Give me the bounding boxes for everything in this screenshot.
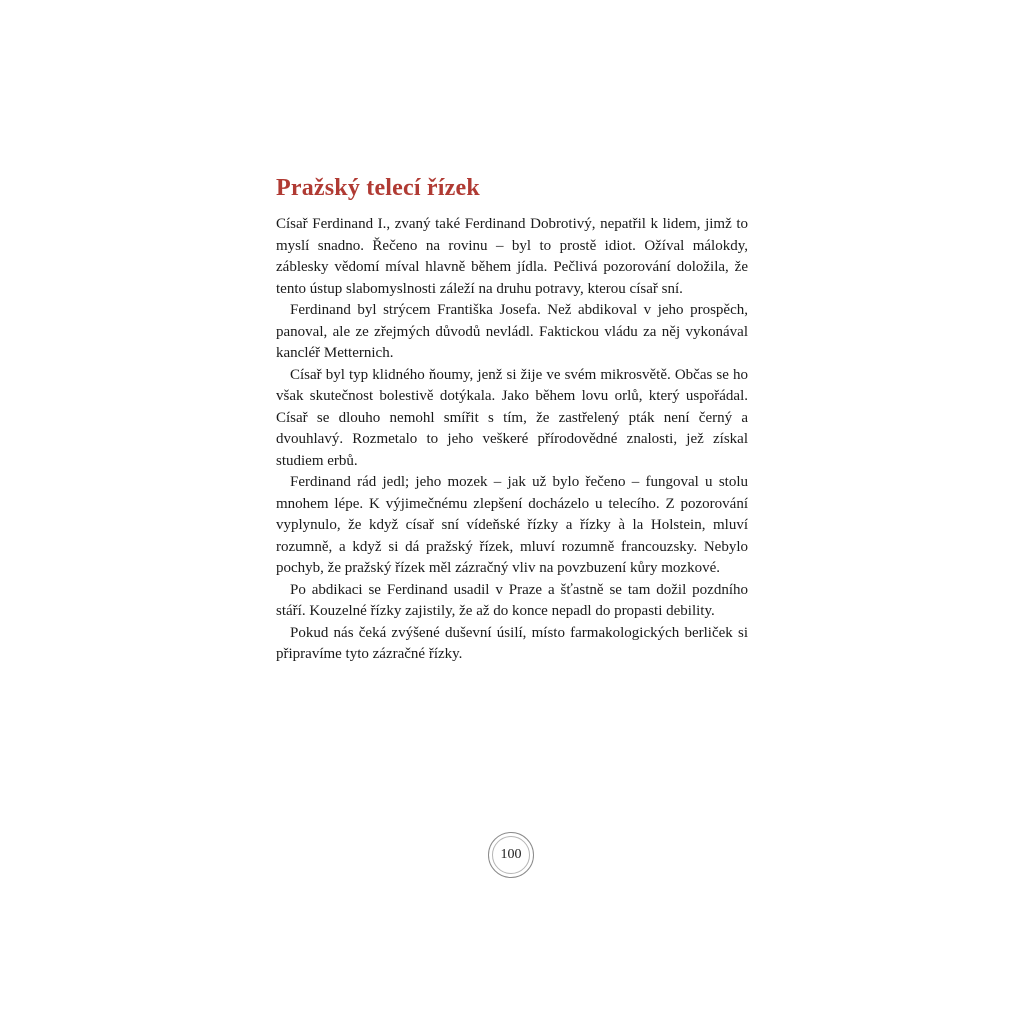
paragraph-1: Císař Ferdinand I., zvaný také Ferdinand Dobrotivý, nepatřil k lidem, jimž to myslí snadno. Řečeno na rovinu – byl to prostě idiot. Ožíval málokdy, záblesky vědomí míval hlavně během jídla. Pečlivá pozorování doložila, že tento ústup slabomyslnosti záleží na druhu potravy, kterou císař sní.: [276, 216, 748, 297]
page-number: 100: [500, 847, 522, 862]
paragraph-3: Císař byl typ klidného ňoumy, jenž si žije ve svém mikrosvětě. Občas se ho však skutečnost bolestivě dotýkala. Jako během lovu orlů, který uspořádal. Císař se dlouho nemohl smířit s tím, že zastřelený pták není černý a dvouhlavý. Rozmetalo to jeho veškeré přírodovědné znalosti, jež získal studiem erbů.: [276, 366, 748, 469]
chapter-title: Pražský telecí řízek: [276, 175, 480, 201]
paragraph-2: Ferdinand byl strýcem Františka Josefa. Než abdikoval v jeho prospěch, panoval, ale ze zřejmých důvodů nevládl. Faktickou vládu za něj vykonával kancléř Metternich.: [276, 302, 748, 361]
page-number-badge: [488, 832, 534, 878]
text-column: [276, 172, 748, 666]
paragraph-4: Ferdinand rád jedl; jeho mozek – jak už bylo řečeno – fungoval u stolu mnohem lépe. K výjimečnému zlepšení docházelo u telecího. Z pozorování vyplynulo, že když císař sní vídeňské řízky a řízky à la Holstein, mluví rozumně, a když si dá pražský řízek, mluví rozumně francouzsky. Nebylo pochyb, že pražský řízek měl zázračný vliv na povzbuzení kůry mozkové.: [276, 474, 748, 576]
paragraph-6: Pokud nás čeká zvýšené duševní úsilí, místo farmakologických berliček si připravíme tyto zázračné řízky.: [276, 624, 748, 662]
paragraph-5: Po abdikaci se Ferdinand usadil v Praze a šťastně se tam dožil pozdního stáří. Kouzelné řízky zajistily, že až do konce nepadl do propasti debility.: [276, 581, 748, 619]
